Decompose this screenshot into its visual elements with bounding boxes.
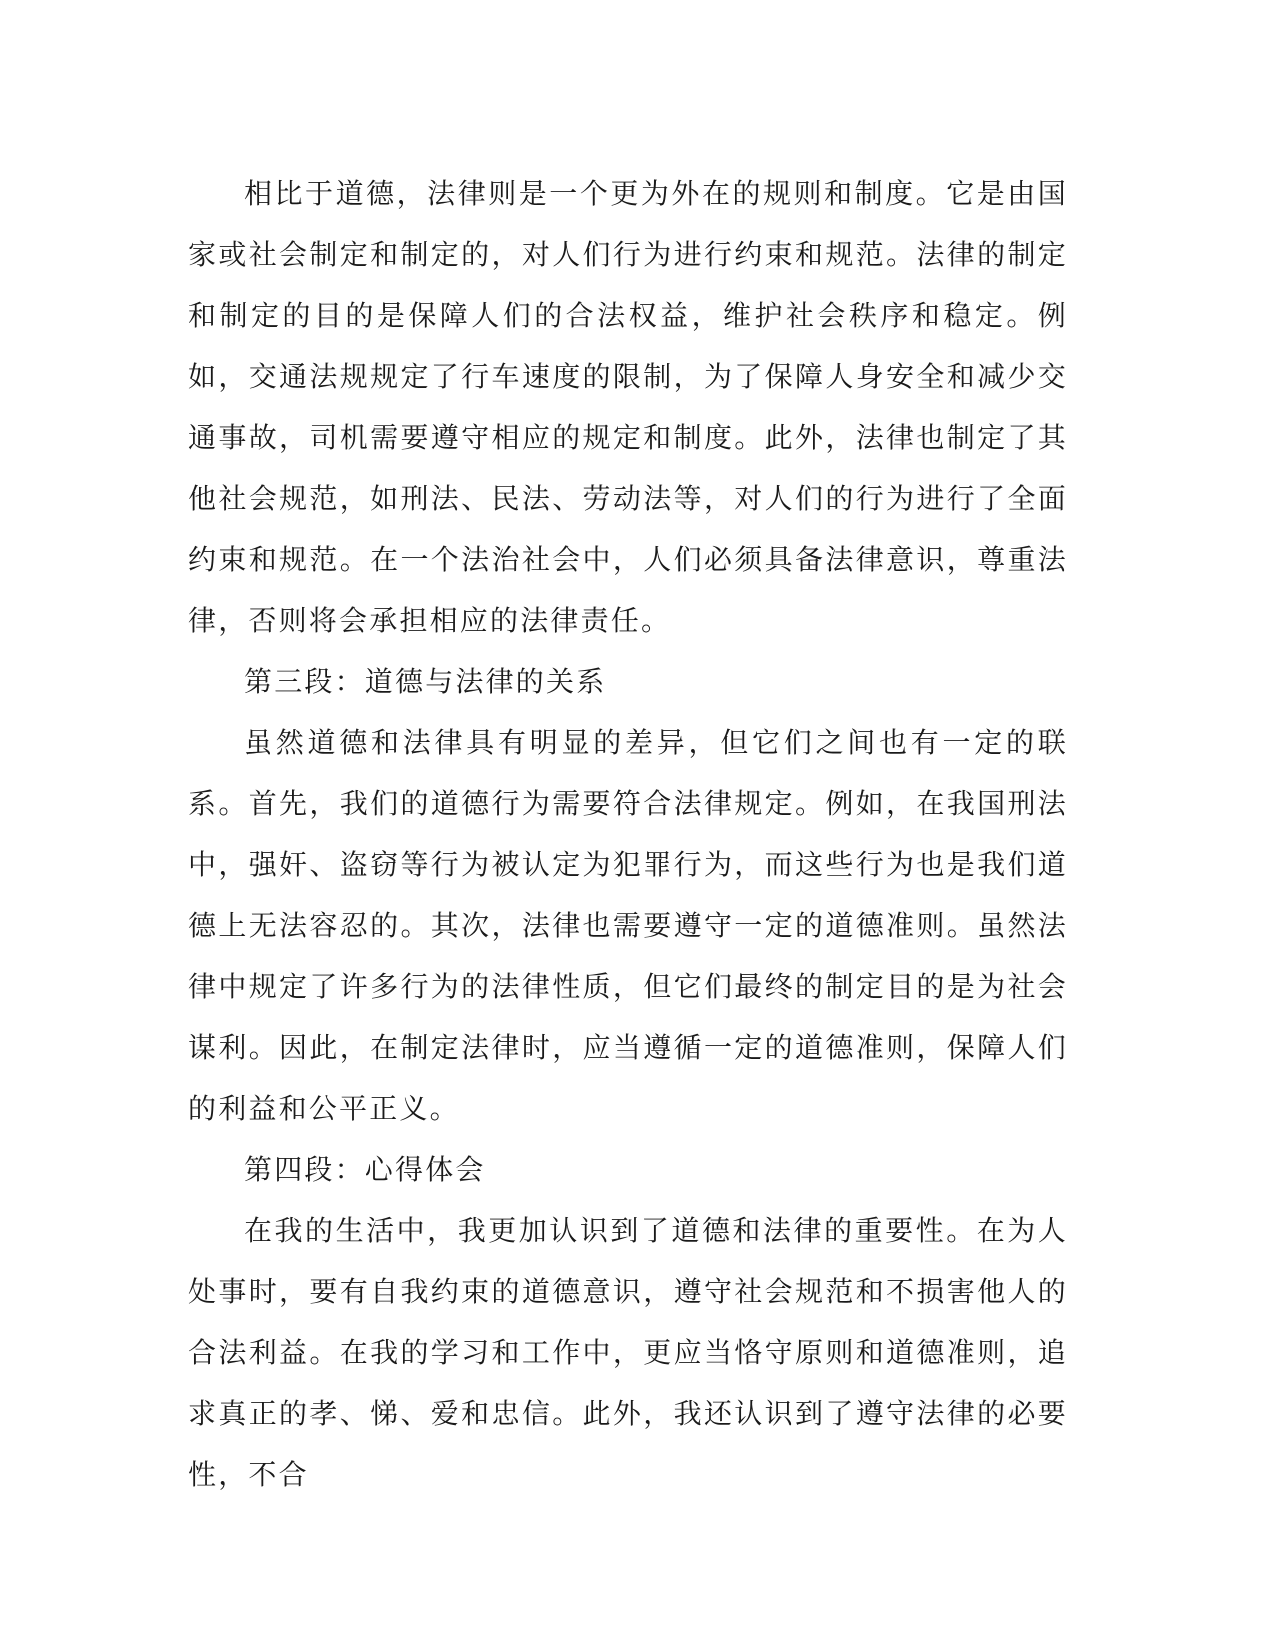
paragraph-relationship: 虽然道德和法律具有明显的差异，但它们之间也有一定的联系。首先，我们的道德行为需要符合法律规定。例如，在我国刑法中，强奸、盗窃等行为被认定为犯罪行为，而这些行为也是我们道德上无法容忍的。其次，法律也需要遵守一定的道德准则。虽然法律中规定了许多行为的法律性质，但它们最终的制定目的是为社会谋利。因此，在制定法律时，应当遵循一定的道德准则，保障人们的利益和公平正义。 [188, 726, 1068, 1125]
paragraph-law-definition: 相比于道德，法律则是一个更为外在的规则和制度。它是由国家或社会制定和制定的，对人们行为进行约束和规范。法律的制定和制定的目的是保障人们的合法权益，维护社会秩序和稳定。例如，交通法规规定了行车速度的限制，为了保障人身安全和减少交通事故，司机需要遵守相应的规定和制度。此外，法律也制定了其他社会规范，如刑法、民法、劳动法等，对人们的行为进行了全面约束和规范。在一个法治社会中，人们必须具备法律意识，尊重法律，否则将会承担相应的法律责任。 [188, 177, 1068, 637]
section-heading-4: 第四段：心得体会 [244, 1153, 486, 1186]
body-text [188, 163, 1068, 1505]
section-heading-3: 第三段：道德与法律的关系 [244, 665, 607, 698]
paragraph-reflection: 在我的生活中，我更加认识到了道德和法律的重要性。在为人处事时，要有自我约束的道德意识，遵守社会规范和不损害他人的合法利益。在我的学习和工作中，更应当恪守原则和道德准则，追求真正的孝、悌、爱和忠信。此外，我还认识到了遵守法律的必要性，不合 [188, 1214, 1068, 1491]
